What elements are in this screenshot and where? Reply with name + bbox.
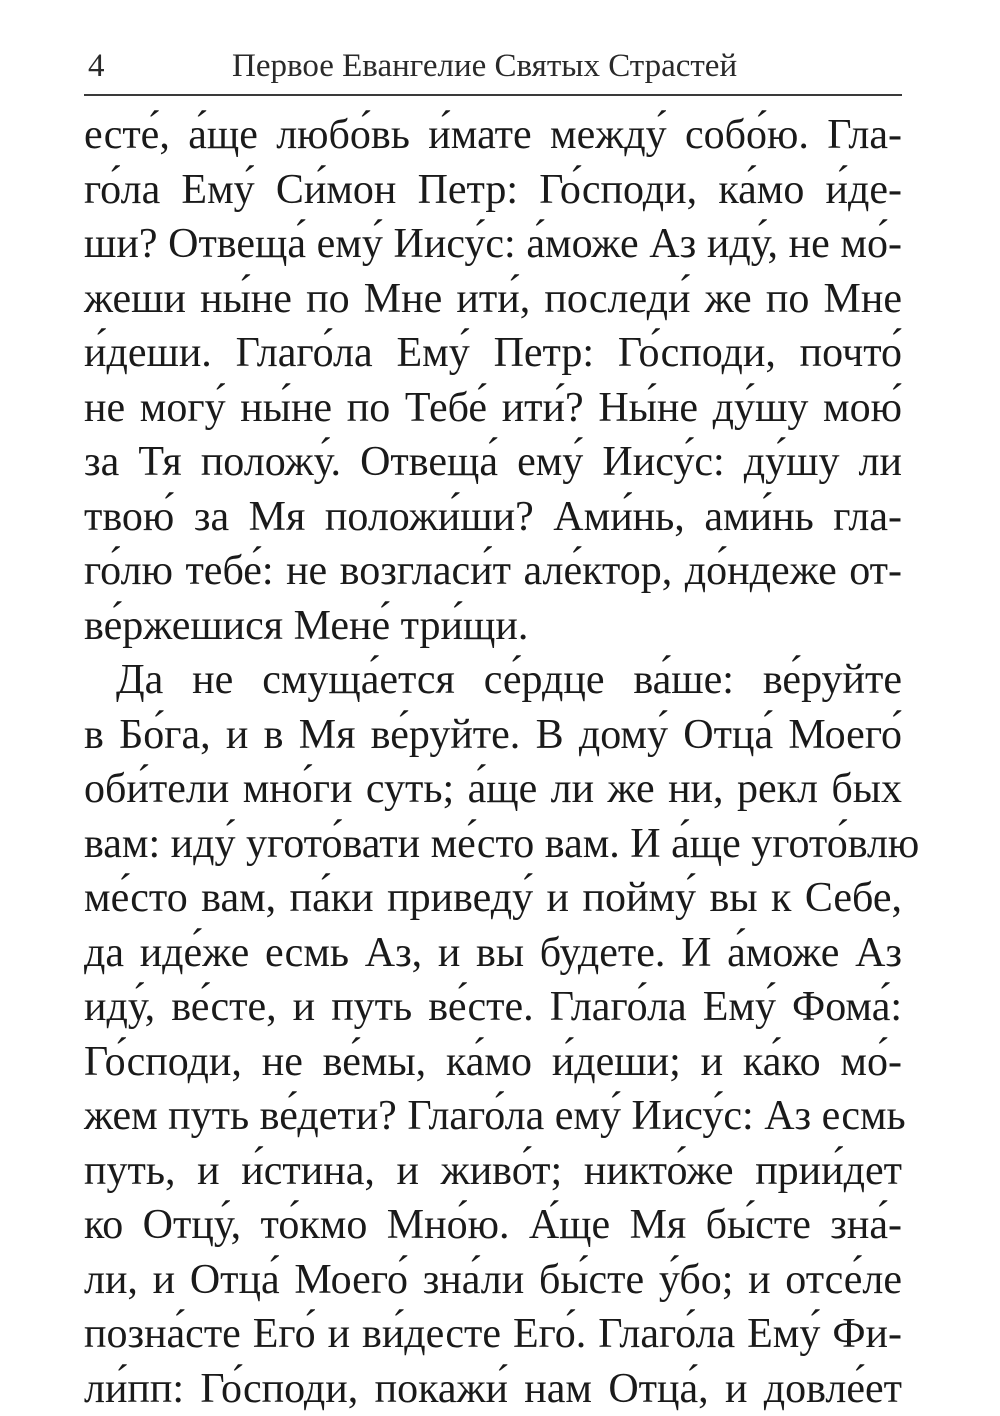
body-text [116,108,902,1416]
paragraph-first-line: Да не смуща́ется се́рдце ва́ше: ве́руйте [116,653,902,708]
text-line: ли́пп: Го́споди, покажи́ нам Отца́, и довле́ет [84,1362,902,1416]
text-line: вам: иду́ угото́вати ме́сто вам. И а́ще угото́влю [84,817,902,872]
text-line: за Тя положу́. Отвеща́ ему́ Иису́с: ду́шу ли [84,435,902,490]
text-line: в Бо́га, и в Мя ве́руйте. В дому́ Отца́ Моего́ [84,708,902,763]
text-line: жеши ны́не по Мне ити́, последи́ же по Мне [84,272,902,327]
text-line: позна́сте Его́ и ви́десте Его́. Глаго́ла Ему́ Фи- [84,1307,902,1362]
text-line: есте́, а́ще любо́вь и́мате между́ собо́ю. Гла- [84,108,902,163]
page-number: 4 [88,42,105,90]
text-line: ве́ржешися Мене́ три́щи. [84,599,902,654]
text-line: ко Отцу́, то́кмо Мно́ю. А́ще Мя бы́сте зна́- [84,1198,902,1253]
text-line: Го́споди, не ве́мы, ка́мо и́деши; и ка́ко мо́- [84,1035,902,1090]
text-line: твою́ за Мя положи́ши? Ами́нь, ами́нь гла- [84,490,902,545]
text-line: иду́, ве́сте, и путь ве́сте. Глаго́ла Ему́ Фома́: [84,980,902,1035]
text-line: путь, и и́стина, и живо́т; никто́же прии́дет [84,1144,902,1199]
text-line: и́деши. Глаго́ла Ему́ Петр: Го́споди, почто́ [84,326,902,381]
text-line: ме́сто вам, па́ки приведу́ и пойму́ вы к Себе, [84,871,902,926]
running-title: Первое Евангелие Святых Страстей [232,42,737,90]
text-line: жем путь ве́дети? Глаго́ла ему́ Иису́с: Аз есмь [84,1089,902,1144]
text-line: оби́тели мно́ги суть; а́ще ли же ни, рекл бых [84,762,902,817]
running-head [82,42,904,90]
text-line: го́ла Ему́ Си́мон Петр: Го́споди, ка́мо и́де- [84,163,902,218]
text-line: го́лю тебе́: не возгласи́т але́ктор, до́ндеже от- [84,544,902,599]
header-rule [84,94,902,96]
text-line: не могу́ ны́не по Тебе́ ити́? Ны́не ду́шу мою́ [84,381,902,436]
text-line: ши? Отвеща́ ему́ Иису́с: а́може Аз иду́, не мо́- [84,217,902,272]
text-line: да иде́же есмь Аз, и вы будете. И а́може Аз [84,926,902,981]
text-line: ли, и Отца́ Моего́ зна́ли бы́сте у́бо; и отсе́ле [84,1253,902,1308]
